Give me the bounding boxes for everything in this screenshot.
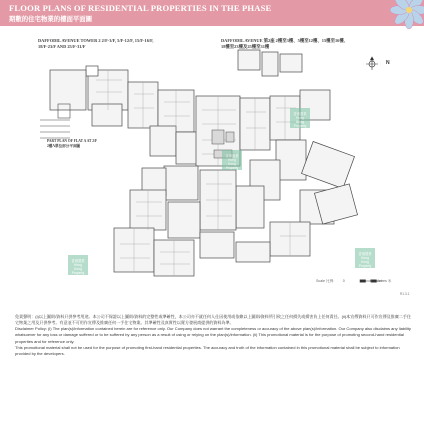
disclaimer-chinese: 免責聲明：(i)以上圖則/資料只供參考用途。本公司不保證以上圖則/資料的完整性或準確性，本公司亦不就任何人仕因使用或依賴以上圖則/資料所引致之任何損失或損害負上任何責任。(ii)本宣傳資料只可作宣傳及推廣二手住宅物業之用及只供參考。有意並不可用作宣傳及推廣任何一手住宅物業。其準確性及真實性以賣方發展商提供的資料為準。 xyxy=(15,314,411,326)
scale-bar: Scale 比例： 0 5 Metres 米 xyxy=(316,279,392,283)
watermark-logo: 香港置業 Hong Kong Property xyxy=(68,255,88,275)
watermark-logo: 香港置業 Hong Kong Property xyxy=(290,108,310,128)
part-plan-label: PART PLAN OF FLAT A AT 2/F 2樓A單位部分平面圖 xyxy=(47,139,98,148)
plan-title-right-2: 18樓至23樓及25樓至31樓 xyxy=(221,44,270,49)
north-arrow-label: N xyxy=(386,60,390,66)
plan-title-left-2: 18/F-23/F AND 25/F-31/F xyxy=(38,44,86,49)
disclaimer-english: Disclaimer Policy: (i) The plan(s)/information contained herein are for reference only. Our Company does not warrant the completeness or accuracy of the above plan(s)/information. Our Company also disclaims any liability whatsoever for any loss or damage suffered or to be suffered by any person as a result of using or relying on the plan(s)/information. (ii) This promotional material is for the purpose of promoting second-hand residential properties and for reference only. xyxy=(15,326,411,344)
drawing-code: R1.3.1 xyxy=(400,292,410,296)
plan-title-left: DAFFODIL AVENUE TOWER 2 2/F-3/F, 5/F-12/F, 15/F-16/F, xyxy=(38,38,154,43)
plan-title-right: DAFFODIL AVENUE 第2座 2樓至3樓、5樓至12樓、15樓至16樓、 xyxy=(221,38,349,43)
watermark-logo: 香港置業 Hong Kong Property xyxy=(355,248,375,268)
disclaimer-english-2: This promotional material shall not be used for the purpose of promoting first-hand residential properties. The accuracy and truth of the information contained in this promotional material shall be subject to information provided by the developers. xyxy=(15,344,400,356)
page-title: FLOOR PLANS OF RESIDENTIAL PROPERTIES IN THE PHASE xyxy=(9,3,272,13)
disclaimer xyxy=(15,314,413,357)
watermark-logo: 香港置業 Hong Kong Property xyxy=(222,150,242,170)
page-title-chinese: 期數的住宅物業的樓面平面圖 xyxy=(9,16,93,23)
